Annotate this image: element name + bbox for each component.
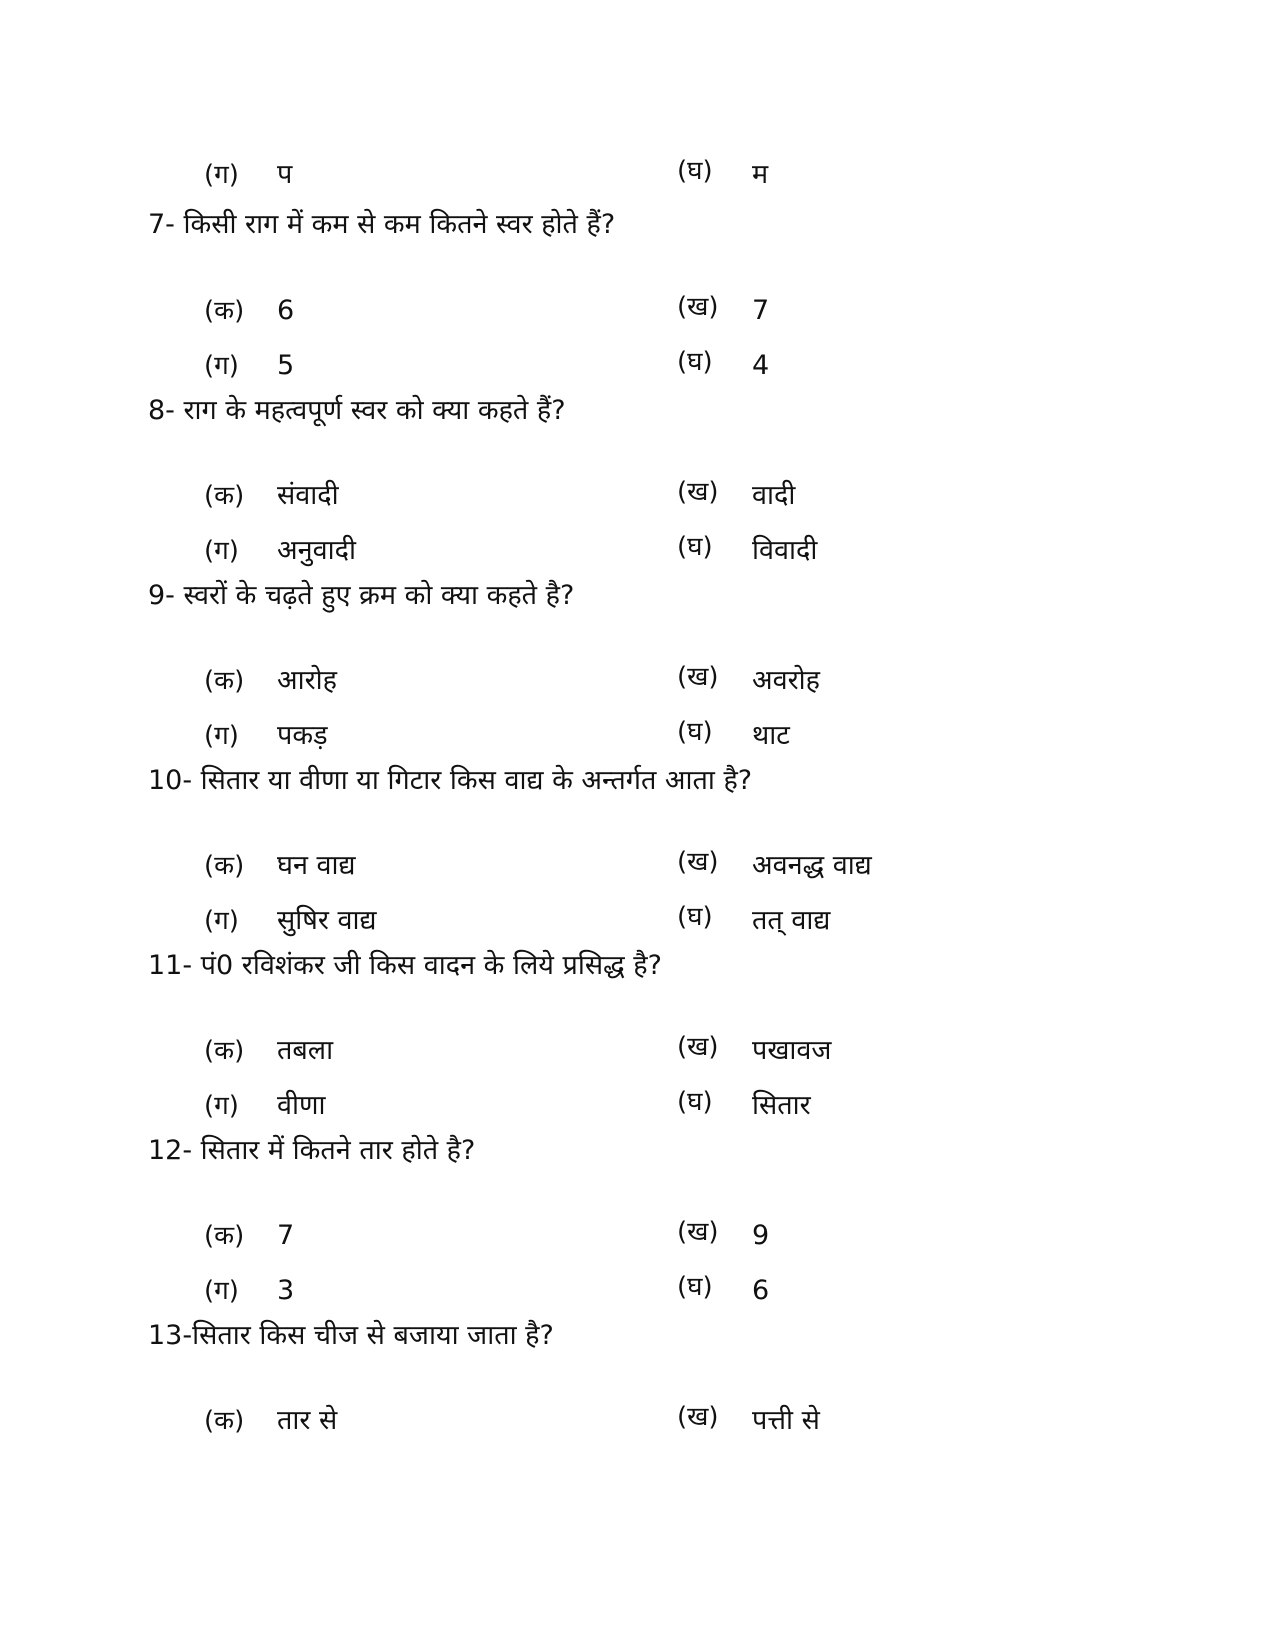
- option-text-ka: 7: [277, 1220, 295, 1251]
- option-label-ga: (ग): [204, 721, 239, 751]
- option-label-kha: (ख): [677, 1032, 719, 1062]
- option-text-ka: संवादी: [277, 480, 339, 511]
- option-text-ga: अनुवादी: [277, 535, 356, 566]
- option-text-ka: तबला: [277, 1035, 334, 1066]
- option-text-kha: पखावज: [752, 1035, 832, 1066]
- option-text-ga: 5: [277, 350, 295, 381]
- option-text-ga: 3: [277, 1275, 295, 1306]
- option-label-ga: (ग): [204, 536, 239, 566]
- question-13: 13-सितार किस चीज से बजाया जाता है?: [148, 1320, 554, 1351]
- option-text-ka: तार से: [277, 1405, 338, 1436]
- option-text-gha: विवादी: [752, 535, 818, 566]
- question-12: 12- सितार में कितने तार होते है?: [148, 1135, 476, 1166]
- question-8: 8- राग के महत्वपूर्ण स्वर को क्या कहते हैं?: [148, 395, 566, 426]
- option-text-ga: सुषिर वाद्य: [277, 905, 377, 936]
- option-text-ga: वीणा: [277, 1090, 326, 1121]
- option-label-ka: (क): [204, 666, 245, 696]
- option-text-gha: थाट: [752, 720, 790, 751]
- option-label-ka: (क): [204, 1036, 245, 1066]
- question-11: 11- पं0 रविशंकर जी किस वादन के लिये प्रसिद्ध है?: [148, 950, 662, 981]
- option-label-ka: (क): [204, 1221, 245, 1251]
- option-label-ga: (ग): [204, 160, 239, 190]
- option-text-gha: सितार: [752, 1090, 811, 1121]
- option-text-gha: म: [752, 159, 769, 190]
- question-10: 10- सितार या वीणा या गिटार किस वाद्य के अन्तर्गत आता है?: [148, 765, 753, 796]
- option-label-gha: (घ): [677, 1272, 713, 1302]
- option-text-ka: 6: [277, 295, 295, 326]
- option-label-kha: (ख): [677, 662, 719, 692]
- option-text-gha: तत् वाद्य: [752, 905, 831, 936]
- option-text-kha: अवरोह: [752, 665, 821, 696]
- option-text-kha: 7: [752, 295, 770, 326]
- option-text-kha: अवनद्ध वाद्य: [752, 850, 872, 881]
- question-9: 9- स्वरों के चढ़ते हुए क्रम को क्या कहते है?: [148, 580, 575, 611]
- option-label-gha: (घ): [677, 532, 713, 562]
- option-label-ga: (ग): [204, 351, 239, 381]
- option-text-ka: घन वाद्य: [277, 850, 356, 881]
- option-label-ka: (क): [204, 851, 245, 881]
- option-text-gha: 6: [752, 1275, 770, 1306]
- option-label-gha: (घ): [677, 717, 713, 747]
- option-label-ga: (ग): [204, 906, 239, 936]
- option-label-gha: (घ): [677, 347, 713, 377]
- option-label-kha: (ख): [677, 477, 719, 507]
- option-label-ga: (ग): [204, 1276, 239, 1306]
- option-label-kha: (ख): [677, 847, 719, 877]
- option-label-gha: (घ): [677, 156, 713, 186]
- option-text-ga: पकड़: [277, 720, 328, 751]
- option-text-kha: 9: [752, 1220, 770, 1251]
- option-text-ga: प: [277, 159, 293, 190]
- option-label-ga: (ग): [204, 1091, 239, 1121]
- option-label-kha: (ख): [677, 1402, 719, 1432]
- option-label-kha: (ख): [677, 292, 719, 322]
- option-text-kha: पत्ती से: [752, 1405, 820, 1436]
- option-label-gha: (घ): [677, 902, 713, 932]
- option-label-ka: (क): [204, 481, 245, 511]
- option-text-kha: वादी: [752, 480, 796, 511]
- question-7: 7- किसी राग में कम से कम कितने स्वर होते हैं?: [148, 209, 616, 240]
- option-label-gha: (घ): [677, 1087, 713, 1117]
- option-label-ka: (क): [204, 296, 245, 326]
- option-text-ka: आरोह: [277, 665, 337, 696]
- option-text-gha: 4: [752, 350, 770, 381]
- option-label-kha: (ख): [677, 1217, 719, 1247]
- option-label-ka: (क): [204, 1406, 245, 1436]
